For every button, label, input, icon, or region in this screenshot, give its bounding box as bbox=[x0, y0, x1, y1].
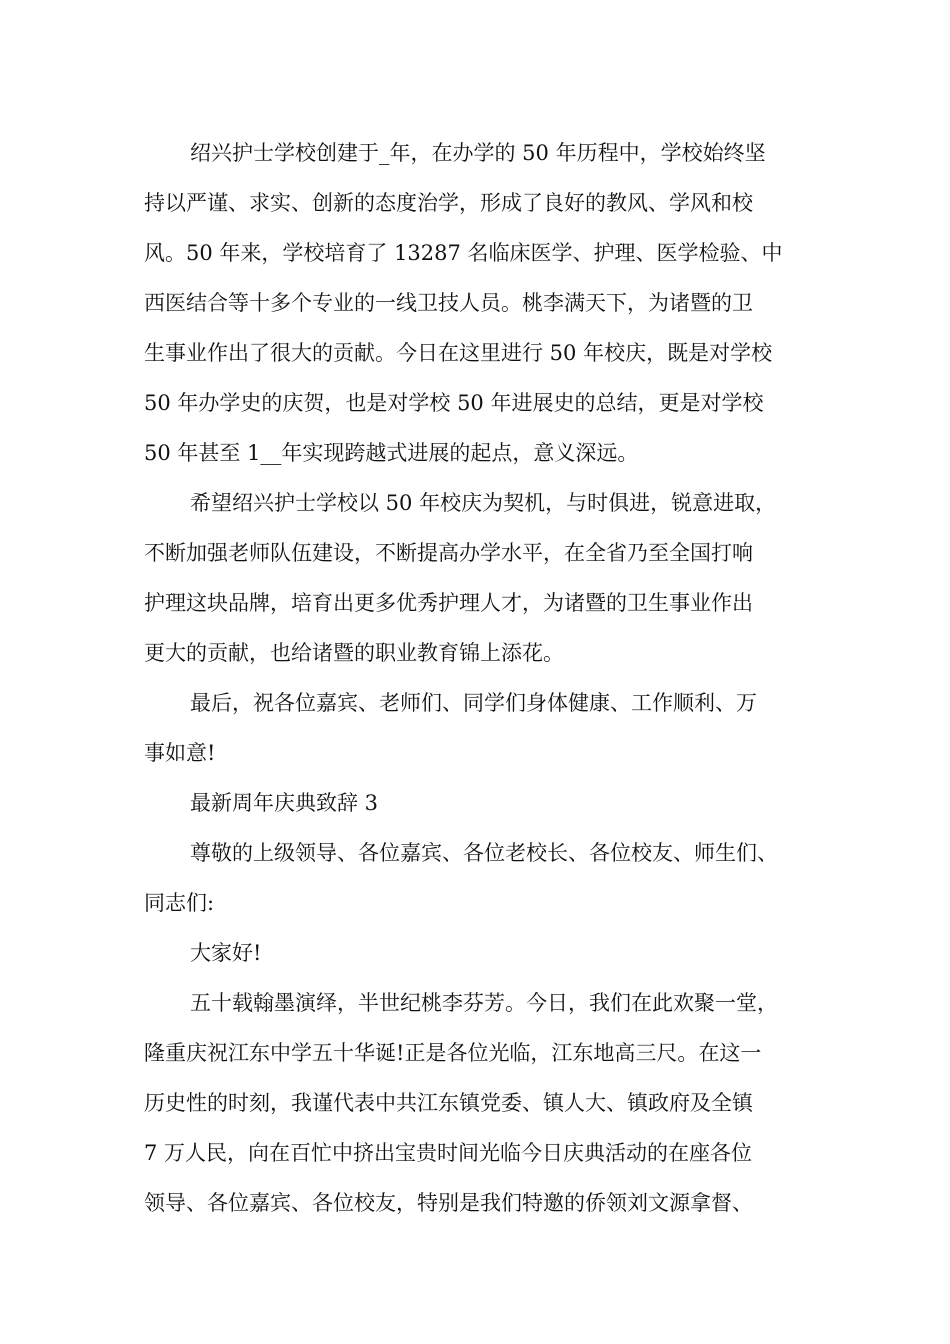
text-line: 最后，祝各位嘉宾、老师们、同学们身体健康、工作顺利、万 bbox=[190, 691, 757, 715]
text-line: 50 年甚至 1__年实现跨越式进展的起点，意义深远。 bbox=[144, 441, 639, 465]
text-line: 护理这块品牌，培育出更多优秀护理人才，为诸暨的卫生事业作出 bbox=[144, 591, 753, 615]
text-line: 生事业作出了很大的贡献。今日在这里进行 50 年校庆，既是对学校 bbox=[144, 341, 773, 365]
text-line: 隆重庆祝江东中学五十华诞!正是各位光临，江东地高三尺。在这一 bbox=[144, 1041, 762, 1065]
text-line: 7 万人民，向在百忙中挤出宝贵时间光临今日庆典活动的在座各位 bbox=[144, 1141, 753, 1165]
text-line: 历史性的时刻，我谨代表中共江东镇党委、镇人大、镇政府及全镇 bbox=[144, 1091, 753, 1115]
document-body bbox=[144, 128, 816, 1228]
heading-text: 最新周年庆典致辞 3 bbox=[190, 791, 379, 815]
text-line: 领导、各位嘉宾、各位校友，特别是我们特邀的侨领刘文源拿督、 bbox=[144, 1191, 753, 1215]
paragraph-closing-wishes bbox=[144, 678, 816, 778]
text-line: 持以严谨、求实、创新的态度治学，形成了良好的教风、学风和校 bbox=[144, 191, 753, 215]
text-line: 大家好! bbox=[190, 941, 262, 965]
text-line: 50 年办学史的庆贺，也是对学校 50 年进展史的总结，更是对学校 bbox=[144, 391, 764, 415]
text-line: 风。50 年来，学校培育了 13287 名临床医学、护理、医学检验、中 bbox=[144, 241, 783, 265]
section-heading bbox=[144, 778, 816, 828]
text-line: 绍兴护士学校创建于_年，在办学的 50 年历程中，学校始终坚 bbox=[190, 141, 766, 165]
paragraph-celebration bbox=[144, 978, 816, 1228]
text-line: 更大的贡献，也给诸暨的职业教育锦上添花。 bbox=[144, 641, 564, 665]
text-line: 不断加强老师队伍建设，不断提高办学水平，在全省乃至全国打响 bbox=[144, 541, 753, 565]
text-line: 五十载翰墨演绎，半世纪桃李芬芳。今日，我们在此欢聚一堂， bbox=[190, 991, 778, 1015]
text-line: 事如意! bbox=[144, 741, 216, 765]
paragraph-hopes bbox=[144, 478, 816, 678]
paragraph-salutation bbox=[144, 828, 816, 928]
text-line: 希望绍兴护士学校以 50 年校庆为契机，与时俱进，锐意进取， bbox=[190, 491, 777, 515]
paragraph-greeting bbox=[144, 928, 816, 978]
paragraph-school-history bbox=[144, 128, 816, 478]
text-line: 同志们: bbox=[144, 891, 215, 915]
text-line: 西医结合等十多个专业的一线卫技人员。桃李满天下，为诸暨的卫 bbox=[144, 291, 753, 315]
text-line: 尊敬的上级领导、各位嘉宾、各位老校长、各位校友、师生们、 bbox=[190, 841, 778, 865]
